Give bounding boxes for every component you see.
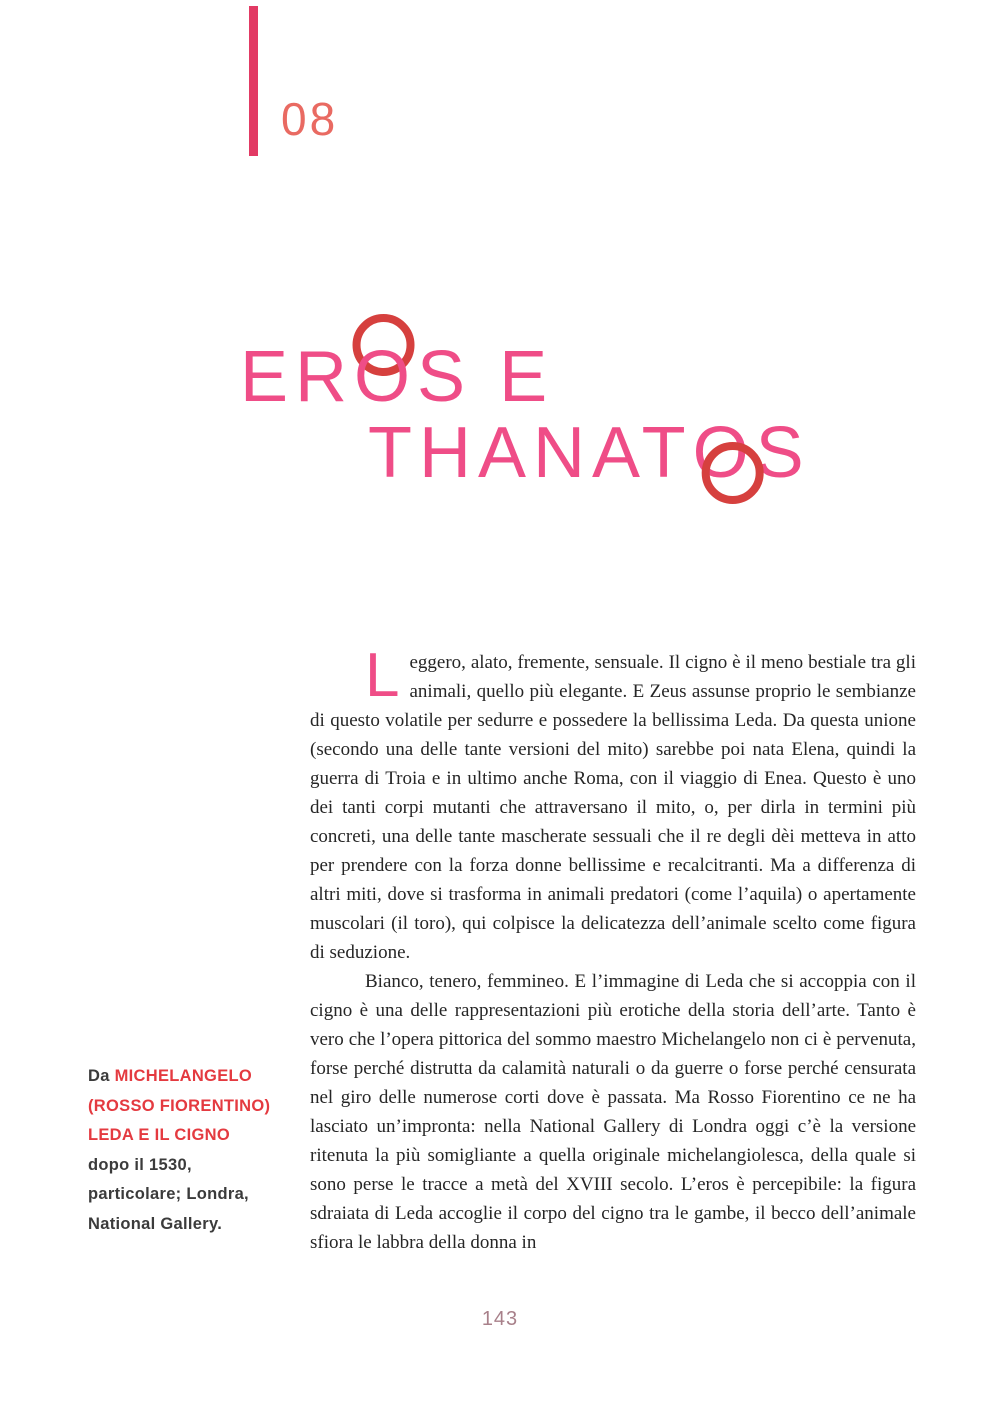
- title-line2-o-slot: [693, 412, 756, 494]
- chapter-accent-bar: [249, 6, 258, 156]
- title-line-1: [240, 336, 554, 418]
- caption-prefix: Da: [88, 1067, 115, 1085]
- title-line2-pre: THANAT: [368, 413, 693, 493]
- body-text-column: [310, 641, 916, 1257]
- caption-artist: MICHELANGELO (ROSSO FIORENTINO): [88, 1067, 271, 1115]
- caption-artist-line: [88, 1062, 284, 1121]
- title-line-2: [368, 412, 811, 494]
- caption-work-title: LEDA E IL CIGNO: [88, 1126, 231, 1144]
- drop-cap: L: [365, 641, 400, 710]
- title-line2-o: O: [692, 413, 756, 493]
- image-caption: [88, 1062, 284, 1239]
- red-ring-ornament-bottom: [702, 442, 764, 504]
- page-number: 143: [481, 1308, 519, 1330]
- paragraph-2: Bianco, tenero, femmineo. E l’immagine di Leda che si accoppia con il cigno è una delle rappresentazioni più erotiche della storia dell’arte. Tanto è vero che l’opera pittorica del sommo maestro Michelangelo non ci è pervenuta, forse perché distrutta da calamità naturali o da guerre o forse perché censurata nel giro delle numerose corti dove è passata. Ma Rosso Fiorentino ce ne ha lasciato un’impronta: nella National Gallery di Londra oggi c’è la versione ritenuta la più somigliante a quella originale michelangiolesca, della quale si sono perse le tracce a metà del XVIII secolo. L’eros è percepibile: la figura sdraiata di Leda accoglie il corpo del cigno tra le gambe, il becco dell’animale sfiora le labbra della donna in: [310, 971, 916, 1253]
- title-line1-o: O: [354, 337, 418, 417]
- title-line2-post: S: [755, 413, 811, 493]
- paragraph-1: [310, 641, 916, 967]
- title-line1-o-slot: [354, 336, 417, 418]
- chapter-number: 08: [281, 93, 339, 145]
- title-line1-pre: ER: [240, 337, 355, 417]
- caption-details: dopo il 1530, particolare; Londra, National Gallery.: [88, 1155, 249, 1233]
- title-line1-post: S E: [417, 337, 555, 417]
- paragraph-1-text: eggero, alato, fremente, sensuale. Il cigno è il meno bestiale tra gli animali, quello più elegante. E Zeus assunse proprio le sembianze di questo volatile per sedurre e possedere la bellissima Leda. Da questa unione (secondo una delle tante versioni del mito) sarebbe poi nata Elena, quindi la guerra di Troia e in ultimo anche Roma, con il viaggio di Enea. Questo è uno dei tanti corpi mutanti che attraversano il mito, o, per dirla in termini più concreti, una delle tante mascherate sessuali che il re degli dèi metteva in atto per prendere con la forza donne bellissime e recalcitranti. Ma a differenza di altri miti, dove si trasforma in animali predatori (come l’aquila) o apertamente muscolari (il toro), qui colpisce la delicatezza dell’animale scelto come figura di seduzione.: [310, 652, 916, 963]
